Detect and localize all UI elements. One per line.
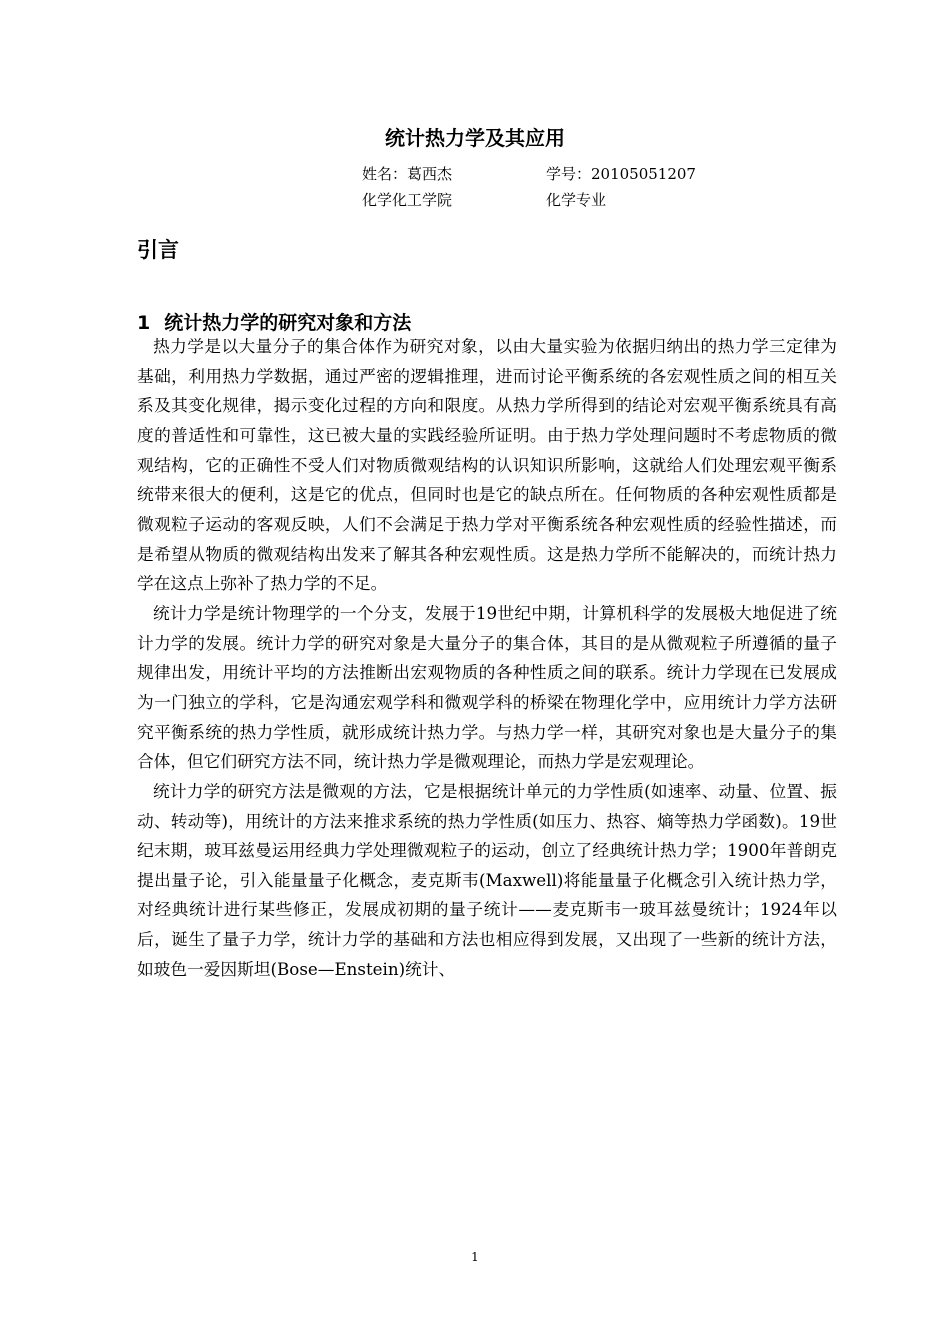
body-text [137,332,837,984]
document-title: 统计热力学及其应用 [385,126,565,150]
major: 化学专业 [546,191,607,209]
paragraph: 热力学是以大量分子的集合体作为研究对象，以由大量实验为依据归纳出的热力学三定律为基础，利用热力学数据，通过严密的逻辑推理，进而讨论平衡系统的各宏观性质之间的相互关系及其变化规律，揭示变化过程的方向和限度。从热力学所得到的结论对宏观平衡系统具有高度的普适性和可靠性，这已被大量的实践经验所证明。由于热力学处理问题时不考虑物质的微观结构，它的正确性不受人们对物质微观结构的认识知识所影响，这就给人们处理宏观平衡系统带来很大的便利，这是它的优点，但同时也是它的缺点所在。任何物质的各种宏观性质都是微观粒子运动的客观反映，人们不会满足于热力学对平衡系统各种宏观性质的经验性描述，而是希望从物质的微观结构出发来了解其各种宏观性质。这是热力学所不能解决的，而统计热力学在这点上弥补了热力学的不足。 [137,336,837,594]
section-heading [137,308,411,335]
page-number: 1 [471,1250,479,1264]
college: 化学化工学院 [362,191,453,209]
intro-heading: 引言 [137,238,179,262]
section-number: 1 [137,312,151,334]
student-id: 学号：20105051207 [546,165,696,183]
section-title: 统计热力学的研究对象和方法 [164,312,412,334]
author-name: 姓名：葛西杰 [362,165,453,183]
paragraph: 统计力学的研究方法是微观的方法，它是根据统计单元的力学性质(如速率、动量、位置、振动、转动等)，用统计的方法来推求系统的热力学性质(如压力、热容、熵等热力学函数)。19世纪末期，玻耳兹曼运用经典力学处理微观粒子的运动，创立了经典统计热力学；1900年普朗克提出量子论，引入能量量子化概念，麦克斯韦(Maxwell)将能量量子化概念引入统计热力学，对经典统计进行某些修正，发展成初期的量子统计——麦克斯韦一玻耳兹曼统计；1924年以后，诞生了量子力学，统计力学的基础和方法也相应得到发展，又出现了一些新的统计方法，如玻色一爱因斯坦(Bose—Enstein)统计、 [137,780,837,979]
paragraph: 统计力学是统计物理学的一个分支，发展于19世纪中期，计算机科学的发展极大地促进了统计力学的发展。统计力学的研究对象是大量分子的集合体，其目的是从微观粒子所遵循的量子规律出发，用统计平均的方法推断出宏观物质的各种性质之间的联系。统计力学现在已发展成为一门独立的学科，它是沟通宏观学科和微观学科的桥梁在物理化学中，应用统计力学方法研究平衡系统的热力学性质，就形成统计热力学。与热力学一样，其研究对象也是大量分子的集合体，但它们研究方法不同，统计热力学是微观理论，而热力学是宏观理论。 [137,602,837,772]
